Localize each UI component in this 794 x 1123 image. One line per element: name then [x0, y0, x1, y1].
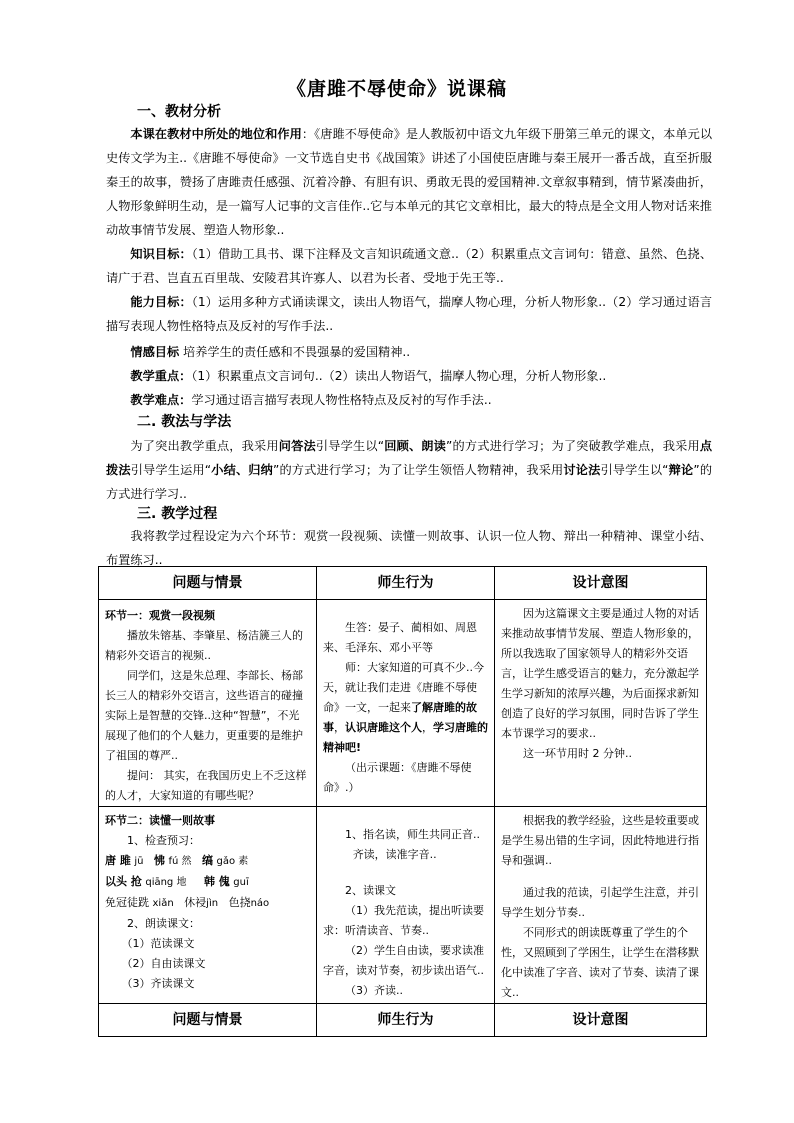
- table-header-row: [99, 567, 707, 600]
- paragraph-key-points: [106, 364, 712, 388]
- vocab-pinyin: náo: [250, 898, 270, 909]
- footer-header-question: 问题与情景: [99, 1004, 317, 1037]
- row1-c2-p2-bold1: 了解唐雎的故事: [323, 701, 477, 734]
- row1-c2-p2-bold3: 学习唐雎的精神吧!: [323, 721, 488, 754]
- row1-c2-p2-comma2: ，: [422, 721, 433, 734]
- vocab-pinyin: qiāng 地: [145, 877, 187, 888]
- position-text: ：《唐雎不辱使命》是人教版初中语文九年级下册第三单元的课文，本单元以史传文学为主..《唐雎不辱使命》一文节选自史书《战国策》讲述了小国使臣唐雎与秦王展开一番舌战，直至折服秦王的故事，赞扬了唐雎责任感强、沉着冷静、有胆有识、勇敢无畏的爱国精神.文章叙事精到，情节紧凑曲折，人物形象鲜明生动，是一篇写人记事的文言佳作..它与本单元的其它文章相比，最大的特点是全文用人物对话来推动故事情节发展、塑造人物形象..: [106, 127, 713, 237]
- method-discussion: 讨论法: [563, 463, 601, 477]
- row2-behavior-cell: [317, 807, 495, 1004]
- paragraph-methods: [106, 434, 712, 506]
- vocab-pinyin: guī: [233, 877, 249, 888]
- row2-read-3: （3）齐读课文: [121, 977, 195, 990]
- vocab-pinyin: jìn: [206, 898, 219, 909]
- position-label: 本课在教材中所处的地位和作用: [130, 127, 302, 141]
- row1-intent-cell: [495, 600, 707, 807]
- paragraph-knowledge: [106, 242, 712, 290]
- vocab-word: 韩 傀: [203, 875, 230, 888]
- methods-text-1: 为了突出教学重点，我采用: [130, 439, 279, 453]
- row1-c3-p2: 这一环节用时 2 分钟..: [523, 747, 632, 760]
- ability-label: 能力目标：: [130, 295, 192, 309]
- row2-read-label: 2、朗读课文：: [127, 917, 200, 930]
- row1-c1-p3: 提问： 其实，在我国历史上不乏这样的人才，大家知道的有哪些呢？: [105, 769, 307, 802]
- key-text: （1）积累重点文言词句..（2）读出人物语气，揣摩人物心理，分析人物形象..: [191, 369, 607, 383]
- vocab-pinyin: fú 然: [168, 856, 192, 867]
- vocab-word: 怫: [153, 854, 165, 867]
- row2-c3-p2: 通过我的范读，引起学生注意，并引导学生划分节奏..: [501, 886, 699, 919]
- row1-step-title: 环节一：观赏一段视频: [105, 609, 215, 622]
- row1-c2-p2: [323, 658, 488, 758]
- row1-c2-p2-text: 师：大家知道的可真不少..今天，就让我们走进《唐雎不辱使命》一文，一起来: [323, 661, 484, 714]
- row2-step-title: 环节二：读懂一则故事: [105, 814, 215, 827]
- row2-c2-p4: （1）我先范读，提出听读要求：听清读音、节奏..: [323, 904, 484, 937]
- row2-c3-p3: 不同形式的朗读既尊重了学生的个性，又照顾到了学困生，让学生在潜移默化中读准了字音、读对了节奏、读清了课文..: [501, 926, 699, 999]
- method-review-read: 回顾、朗读: [384, 439, 447, 453]
- row2-question-cell: [99, 807, 317, 1004]
- paragraph-ability: [106, 290, 712, 338]
- row1-c2-p3: （出示课题：《唐雎不辱使命》.）: [323, 761, 472, 794]
- row2-c2-p1: 1、指名读，师生共同正音..: [345, 828, 480, 841]
- emotion-label: 情感目标: [130, 345, 180, 359]
- table-row: [99, 807, 707, 1004]
- method-qa: 问答法: [278, 439, 316, 453]
- knowledge-text: （1）借助工具书、课下注释及文言知识疏通文意..（2）积累重点文言词句：错意、虽然、色挠、请广于君、岂直五百里哉、安陵君其许寡人、以君为长者、受地于先王等..: [106, 247, 713, 285]
- row2-c2-p2: 齐读，读准字音..: [352, 848, 437, 861]
- vocab-pinyin: xiǎn: [152, 898, 174, 909]
- key-label: 教学重点：: [130, 369, 192, 383]
- row1-question-cell: [99, 600, 317, 807]
- row2-c2-p3: 2、读课文: [345, 884, 396, 897]
- row2-vocab-line-1: [105, 851, 310, 872]
- row2-vocab-line-3: [105, 893, 310, 914]
- paragraph-position: [106, 122, 712, 242]
- header-question: 问题与情景: [99, 567, 317, 600]
- section-heading-process: 三. 教学过程: [137, 506, 218, 522]
- table-row: [99, 600, 707, 807]
- row1-c2-p2-bold2: 认识唐雎这个人: [345, 721, 422, 734]
- paragraph-difficulties: [106, 388, 712, 412]
- methods-text-5: ”的方式进行学习；为了让学生领悟人物精神，我采用: [272, 463, 564, 477]
- vocab-word: 色挠: [228, 896, 251, 909]
- footer-header-behavior: 师生行为: [317, 1004, 495, 1037]
- methods-text-6: 引导学生以“: [600, 463, 669, 477]
- methods-text-7: ”的方式进行学习..: [106, 463, 713, 501]
- row2-vocab-line-2: [105, 872, 310, 893]
- vocab-word: 唐 雎: [105, 854, 131, 867]
- row2-c2-p6: （3）齐读..: [345, 984, 403, 997]
- row1-behavior-cell: [317, 600, 495, 807]
- row2-c2-p5: （2）学生自由读，要求读准字音，读对节奏，初步读出语气..: [323, 944, 484, 977]
- vocab-word: 以头 抢: [105, 875, 142, 888]
- row2-intent-cell: [495, 807, 707, 1004]
- difficulty-text: 学习通过语言描写表现人物性格特点及反衬的写作手法..: [191, 393, 492, 407]
- header-behavior: 师生行为: [317, 567, 495, 600]
- row1-c3-p1: 因为这篇课文主要是通过人物的对话来推动故事情节发展、塑造人物形象的，所以我选取了国家领导人的精彩外交语言，让学生感受语言的魅力，充分激起学生学习新知的浓厚兴趣，为后面探求新知创造了良好的学习氛围，同时告诉了学生本节课学习的要求..: [501, 607, 699, 740]
- row1-c2-p2-comma1: ，: [334, 721, 345, 734]
- difficulty-label: 教学难点：: [130, 393, 192, 407]
- method-summarize: 小结、归纳: [211, 463, 273, 477]
- section-heading-analysis: 一、教材分析: [137, 104, 221, 120]
- method-debate: 辩论: [668, 463, 694, 477]
- methods-text-3: ”的方式进行学习；为了突破教学难点，我采用: [446, 439, 700, 453]
- footer-header-intent: 设计意图: [495, 1004, 707, 1037]
- methods-text-4: 引导学生运用“: [130, 463, 212, 477]
- method-guidance: 点拨法: [106, 439, 713, 477]
- row1-c1-p2: 同学们，这是朱总理、李部长、杨部长三人的精彩外交语言，这些语言的碰撞实际上是智慧的交锋..这种“智慧”，不光展现了他们的个人魅力，更重要的是维护了祖国的尊严..: [105, 669, 303, 762]
- ability-text: （1）运用多种方式诵读课文，读出人物语气，揣摩人物心理，分析人物形象..（2）学习通过语言描写表现人物性格特点及反衬的写作手法..: [106, 295, 713, 333]
- row2-check-label: 1、检查预习：: [127, 834, 200, 847]
- table-footer-header-row: [99, 1004, 707, 1037]
- paragraph-process-intro: 我将教学过程设定为六个环节：观赏一段视频、读懂一则故事、认识一位人物、辩出一种精神、课堂小结、布置练习..: [106, 529, 712, 567]
- section-heading-methods: 二. 教法与学法: [137, 414, 232, 430]
- row1-c2-p1: 生答：晏子、蔺相如、周恩来、毛泽东、邓小平等: [323, 621, 477, 654]
- document-title: 《唐雎不辱使命》说课稿: [286, 78, 507, 100]
- row2-read-1: （1）范读课文: [121, 937, 195, 950]
- emotion-text: 培养学生的责任感和不畏强暴的爱国精神..: [179, 345, 411, 359]
- header-intent: 设计意图: [495, 567, 707, 600]
- row2-c3-p1: 根据我的教学经验，这些是较重要或是学生易出错的生字词，因此特地进行指导和强调..: [501, 814, 699, 867]
- vocab-word: 休祲: [184, 896, 207, 909]
- knowledge-label: 知识目标：: [130, 247, 192, 261]
- row2-read-2: （2）自由读课文: [121, 957, 206, 970]
- row1-c1-p1: 播放朱镕基、李肇星、杨洁篪三人的精彩外交语言的视频..: [105, 629, 303, 662]
- vocab-pinyin: jū: [134, 856, 144, 867]
- paragraph-emotion: [106, 340, 712, 364]
- methods-text-2: 引导学生以“: [315, 439, 385, 453]
- vocab-word: 免冠徒跣: [105, 896, 149, 909]
- teaching-process-table: [98, 566, 707, 1037]
- vocab-pinyin: gǎo 素: [216, 856, 249, 867]
- vocab-word: 缟: [202, 854, 214, 867]
